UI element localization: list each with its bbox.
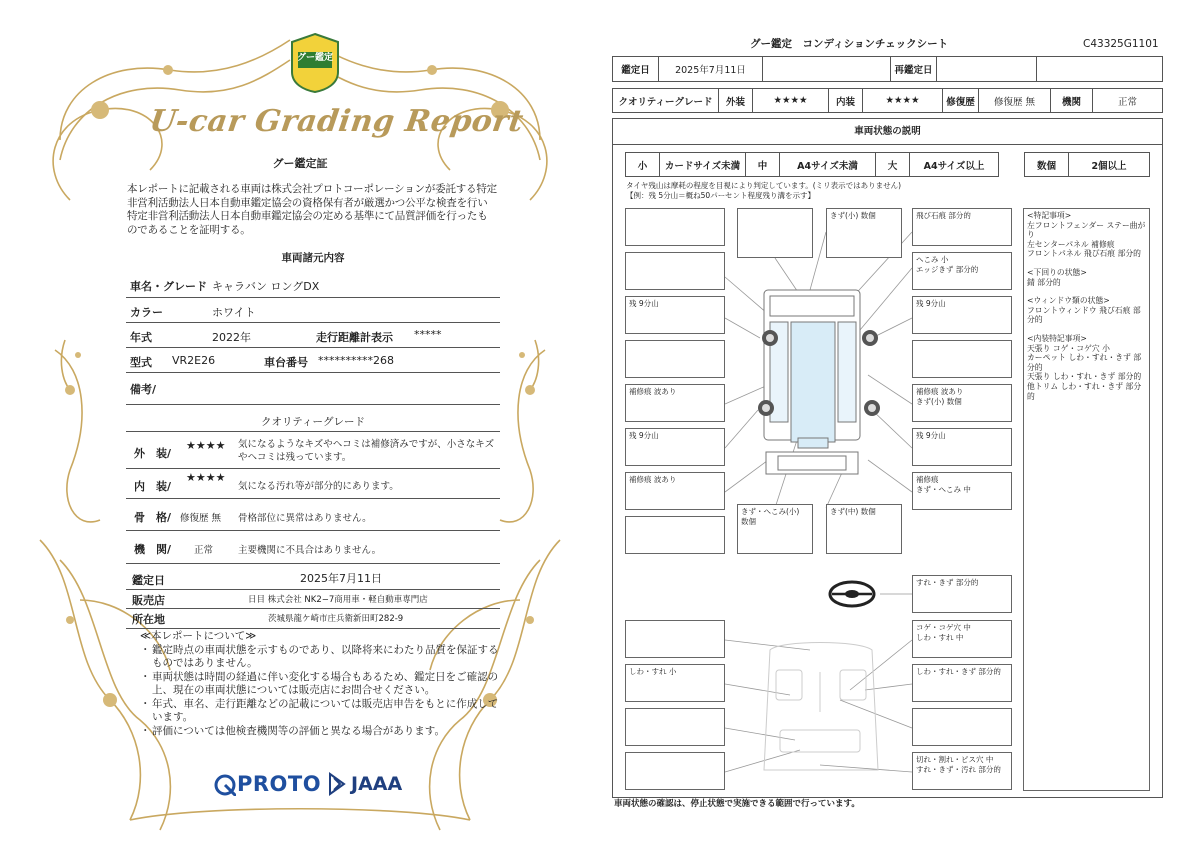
steering-wheel-icon xyxy=(830,582,874,606)
legend-mid: 中 xyxy=(746,153,780,176)
label-l-rear: 補修痕 波あり xyxy=(625,472,725,510)
date-label: 鑑定日 xyxy=(132,574,165,587)
jaaa-logo-text: JAAA xyxy=(351,773,403,795)
legend-small-desc: カードサイズ未満 xyxy=(660,153,746,176)
notes-line: 他トリム しわ・すれ・きず 部分的 xyxy=(1027,381,1142,401)
notes-line: <下回りの状態> xyxy=(1027,267,1087,277)
label-r-rear-line1: 補修痕 xyxy=(916,475,939,484)
engine-value: 正常 xyxy=(1117,96,1137,108)
label-box xyxy=(625,752,725,790)
notes-group-windows xyxy=(1027,296,1146,325)
spec-row-year xyxy=(126,323,500,348)
spec-row-model xyxy=(126,348,500,373)
label-lr-tire: 残 9分山 xyxy=(625,428,725,466)
label-lf-tire: 残 9分山 xyxy=(625,296,725,334)
label-box xyxy=(625,620,725,658)
notes-line: 錆 部分的 xyxy=(1027,277,1061,287)
notes-line: カーペット しわ・すれ・きず 部分的 xyxy=(1027,353,1142,372)
about-report xyxy=(140,630,500,738)
section-title: 車両状態の説明 xyxy=(613,119,1162,145)
label-bot1: きず・へこみ(小) 数個 xyxy=(737,504,813,554)
legend-count-desc: 2個以上 xyxy=(1091,160,1127,172)
label-r-rear-line2: きず・へこみ 中 xyxy=(916,485,971,494)
label-box xyxy=(912,708,1012,746)
tire-note-line1: タイヤ残山は摩耗の程度を目視により判定しています。(ミリ表示ではありません) xyxy=(626,181,902,190)
label-box xyxy=(912,340,1012,378)
date-label: 鑑定日 xyxy=(613,57,659,81)
condition-check-sheet xyxy=(600,0,1200,848)
label-box xyxy=(737,208,813,258)
label-interior-left: しわ・すれ 小 xyxy=(625,664,725,702)
label-l-mid: 補修痕 波あり xyxy=(625,384,725,422)
proto-logo-icon xyxy=(214,774,236,796)
frame-value: 修復歴 無 xyxy=(180,513,222,524)
label-rf1 xyxy=(912,252,1012,290)
color-label: カラー xyxy=(130,306,163,319)
legend-small: 小 xyxy=(626,153,660,176)
label-box xyxy=(625,208,725,246)
name-label: 車名・グレード xyxy=(130,280,207,293)
label-r-mid-line2: きず(小) 数個 xyxy=(916,397,962,406)
grade-row-exterior xyxy=(126,432,500,469)
label-r-rear xyxy=(912,472,1012,510)
label-interior3-line2: すれ・きず・汚れ 部分的 xyxy=(916,765,1001,774)
info-row-dealer xyxy=(126,590,500,609)
about-item: ・ 評価については他検査機関等の評価と異なる場合があります。 xyxy=(140,725,500,739)
label-top1: きず(小) 数個 xyxy=(826,208,902,258)
label-box xyxy=(625,252,725,290)
label-interior3 xyxy=(912,752,1012,790)
name-value: キャラバン ロングDX xyxy=(212,280,320,293)
engine-label: 機関 xyxy=(1051,89,1093,112)
label-rf1-line2: エッジきず 部分的 xyxy=(916,265,979,274)
label-steering: すれ・きず 部分的 xyxy=(912,575,1012,613)
label-r-mid xyxy=(912,384,1012,422)
year-value: 2022年 xyxy=(212,331,251,344)
legend-large: 大 xyxy=(876,153,910,176)
date-value: 2025年7月11日 xyxy=(300,572,382,585)
mileage-label: 走行距離計表示 xyxy=(316,331,393,344)
label-interior2: しわ・すれ・きず 部分的 xyxy=(912,664,1012,702)
grade-row-engine xyxy=(126,531,500,564)
year-label: 年式 xyxy=(130,331,152,344)
info-row-date xyxy=(126,566,500,590)
engine-value: 正常 xyxy=(194,545,214,556)
certificate-text: 本レポートに記載される車両は株式会社プロトコーポレーションが委託する特定非営利活動法人日本自動車鑑定協会の資格保有者が厳選かつ公平な検査を行い特定非営利活動法人日本自動車鑑定協会の定める基準にて品質評価を行ったものであることを証明する。 xyxy=(127,183,497,236)
remarks-label: 備考/ xyxy=(130,383,157,396)
about-item: ・ 鑑定時点の車両状態を示すものであり、以降将来にわたり品質を保証するものではありません。 xyxy=(140,644,500,671)
info-row-address xyxy=(126,609,500,629)
notes-panel xyxy=(1023,208,1150,791)
sheet-footer: 車両状態の確認は、停止状態で実施できる範囲で行っています。 xyxy=(614,799,860,809)
notes-group-interior xyxy=(1027,334,1146,401)
repair-value: 修復歴 無 xyxy=(979,89,1051,112)
legend-count: 数個 xyxy=(1025,153,1069,176)
date-value: 2025年7月11日 xyxy=(659,57,763,81)
legend-mid-desc: A4サイズ未満 xyxy=(780,153,876,176)
reinspect-label: 再鑑定日 xyxy=(891,57,937,81)
jaaa-logo xyxy=(328,772,402,796)
chassis-label: 車台番号 xyxy=(264,356,308,369)
color-value: ホワイト xyxy=(212,306,256,319)
interior-stars: ★★★★ xyxy=(186,471,226,484)
label-rf-tire: 残 9分山 xyxy=(912,296,1012,334)
spec-title: 車両諸元内容 xyxy=(281,252,345,264)
label-rr-tire: 残 9分山 xyxy=(912,428,1012,466)
notes-line: <特記事項> xyxy=(1027,211,1072,220)
frame-label: 骨 格/ xyxy=(134,511,172,524)
grade-row-interior xyxy=(126,469,500,499)
sheet-title: グー鑑定 コンディションチェックシート xyxy=(750,38,949,50)
int-label: 内装 xyxy=(829,89,863,112)
dealer-label: 販売店 xyxy=(132,594,165,607)
grade-title: クオリティーグレード xyxy=(261,416,365,428)
label-rf1-line1: へこみ 小 xyxy=(916,255,949,264)
label-box xyxy=(625,340,725,378)
notes-group-underbody xyxy=(1027,268,1146,287)
about-title: ≪本レポートについて≫ xyxy=(140,630,257,642)
exterior-stars: ★★★★ xyxy=(186,439,226,452)
interior-label: 内 装/ xyxy=(134,480,172,493)
tire-note-line2: 【例：残 5分山＝概ね50パーセント程度残り溝を示す】 xyxy=(626,190,816,200)
spec-row-remarks xyxy=(126,373,500,405)
engine-label: 機 関/ xyxy=(134,543,172,556)
notes-line: <ウィンドウ類の状態> xyxy=(1027,296,1110,306)
notes-line: <内装特記事項> xyxy=(1027,333,1087,343)
label-box xyxy=(625,516,725,554)
certificate-title: グー鑑定証 xyxy=(272,157,328,170)
model-value: VR2E26 xyxy=(172,354,216,367)
notes-line: フロントウィンドウ 飛び石痕 部分的 xyxy=(1027,305,1141,325)
spec-row-color xyxy=(126,298,500,323)
document-number: C43325G1101 xyxy=(1083,38,1159,50)
jaaa-logo-icon xyxy=(328,772,346,796)
badge-text: グー鑑定 xyxy=(296,53,333,63)
label-top2: 飛び石痕 部分的 xyxy=(912,208,1012,246)
frame-text: 骨格部位に異常はありません。 xyxy=(238,513,372,524)
notes-group-special xyxy=(1027,211,1146,259)
label-interior1 xyxy=(912,620,1012,658)
dealer-value: 日目 株式会社 NK2−7商用車・軽自動車専門店 xyxy=(248,595,428,605)
label-interior3-line1: 切れ・割れ・ピス穴 中 xyxy=(916,755,994,764)
proto-logo: PROTO xyxy=(237,772,322,796)
grade-row-frame xyxy=(126,499,500,531)
spec-row-name xyxy=(126,272,500,298)
exterior-text: 気になるようなキズやヘコミは補修済みですが、小さなキズやヘコミは残っています。 xyxy=(238,439,495,463)
label-bot2: きず(中) 数個 xyxy=(826,504,902,554)
goo-kantei-badge xyxy=(288,32,342,94)
notes-line: 天張り コゲ・コゲ穴 小 xyxy=(1027,343,1110,353)
mileage-value: ***** xyxy=(414,328,442,341)
label-box xyxy=(625,708,725,746)
address-value: 茨城県龍ケ崎市庄兵衛新田町282-9 xyxy=(268,614,404,624)
report-title: U-car Grading Report xyxy=(147,104,526,139)
about-item: ・ 車両状態は時間の経過に伴い変化する場合もあるため、鑑定日をご確認の上、現在の車両状態については販売店にお問合せください。 xyxy=(140,671,500,698)
model-label: 型式 xyxy=(130,356,152,369)
notes-line: 天張り しわ・すれ・きず 部分的 xyxy=(1027,372,1142,382)
interior-text: 気になる汚れ等が部分的にあります。 xyxy=(238,481,399,492)
int-stars: ★★★★ xyxy=(863,89,943,112)
about-item: ・ 年式、車名、走行距離などの記載については販売店申告をもとに作成しています。 xyxy=(140,698,500,725)
legend-large-desc: A4サイズ以上 xyxy=(923,160,985,172)
label-r-mid-line1: 補修痕 波あり xyxy=(916,387,964,396)
chassis-value: **********268 xyxy=(318,354,394,367)
exterior-label: 外 装/ xyxy=(134,447,172,460)
ext-stars: ★★★★ xyxy=(753,89,829,112)
notes-line: 左フロントフェンダー ステー曲がり xyxy=(1027,220,1146,240)
grade-label: クオリティーグレード xyxy=(613,89,719,112)
notes-line: フロントパネル 飛び石痕 部分的 xyxy=(1027,249,1141,259)
ext-label: 外装 xyxy=(719,89,753,112)
address-label: 所在地 xyxy=(132,613,165,626)
engine-text: 主要機関に不具合はありません。 xyxy=(238,545,382,556)
repair-label: 修復歴 xyxy=(943,89,979,112)
label-interior1-line2: しわ・すれ 中 xyxy=(916,633,964,642)
notes-line: 左センターパネル 補修痕 xyxy=(1027,239,1115,249)
label-interior1-line1: コゲ・コゲ穴 中 xyxy=(916,623,971,632)
